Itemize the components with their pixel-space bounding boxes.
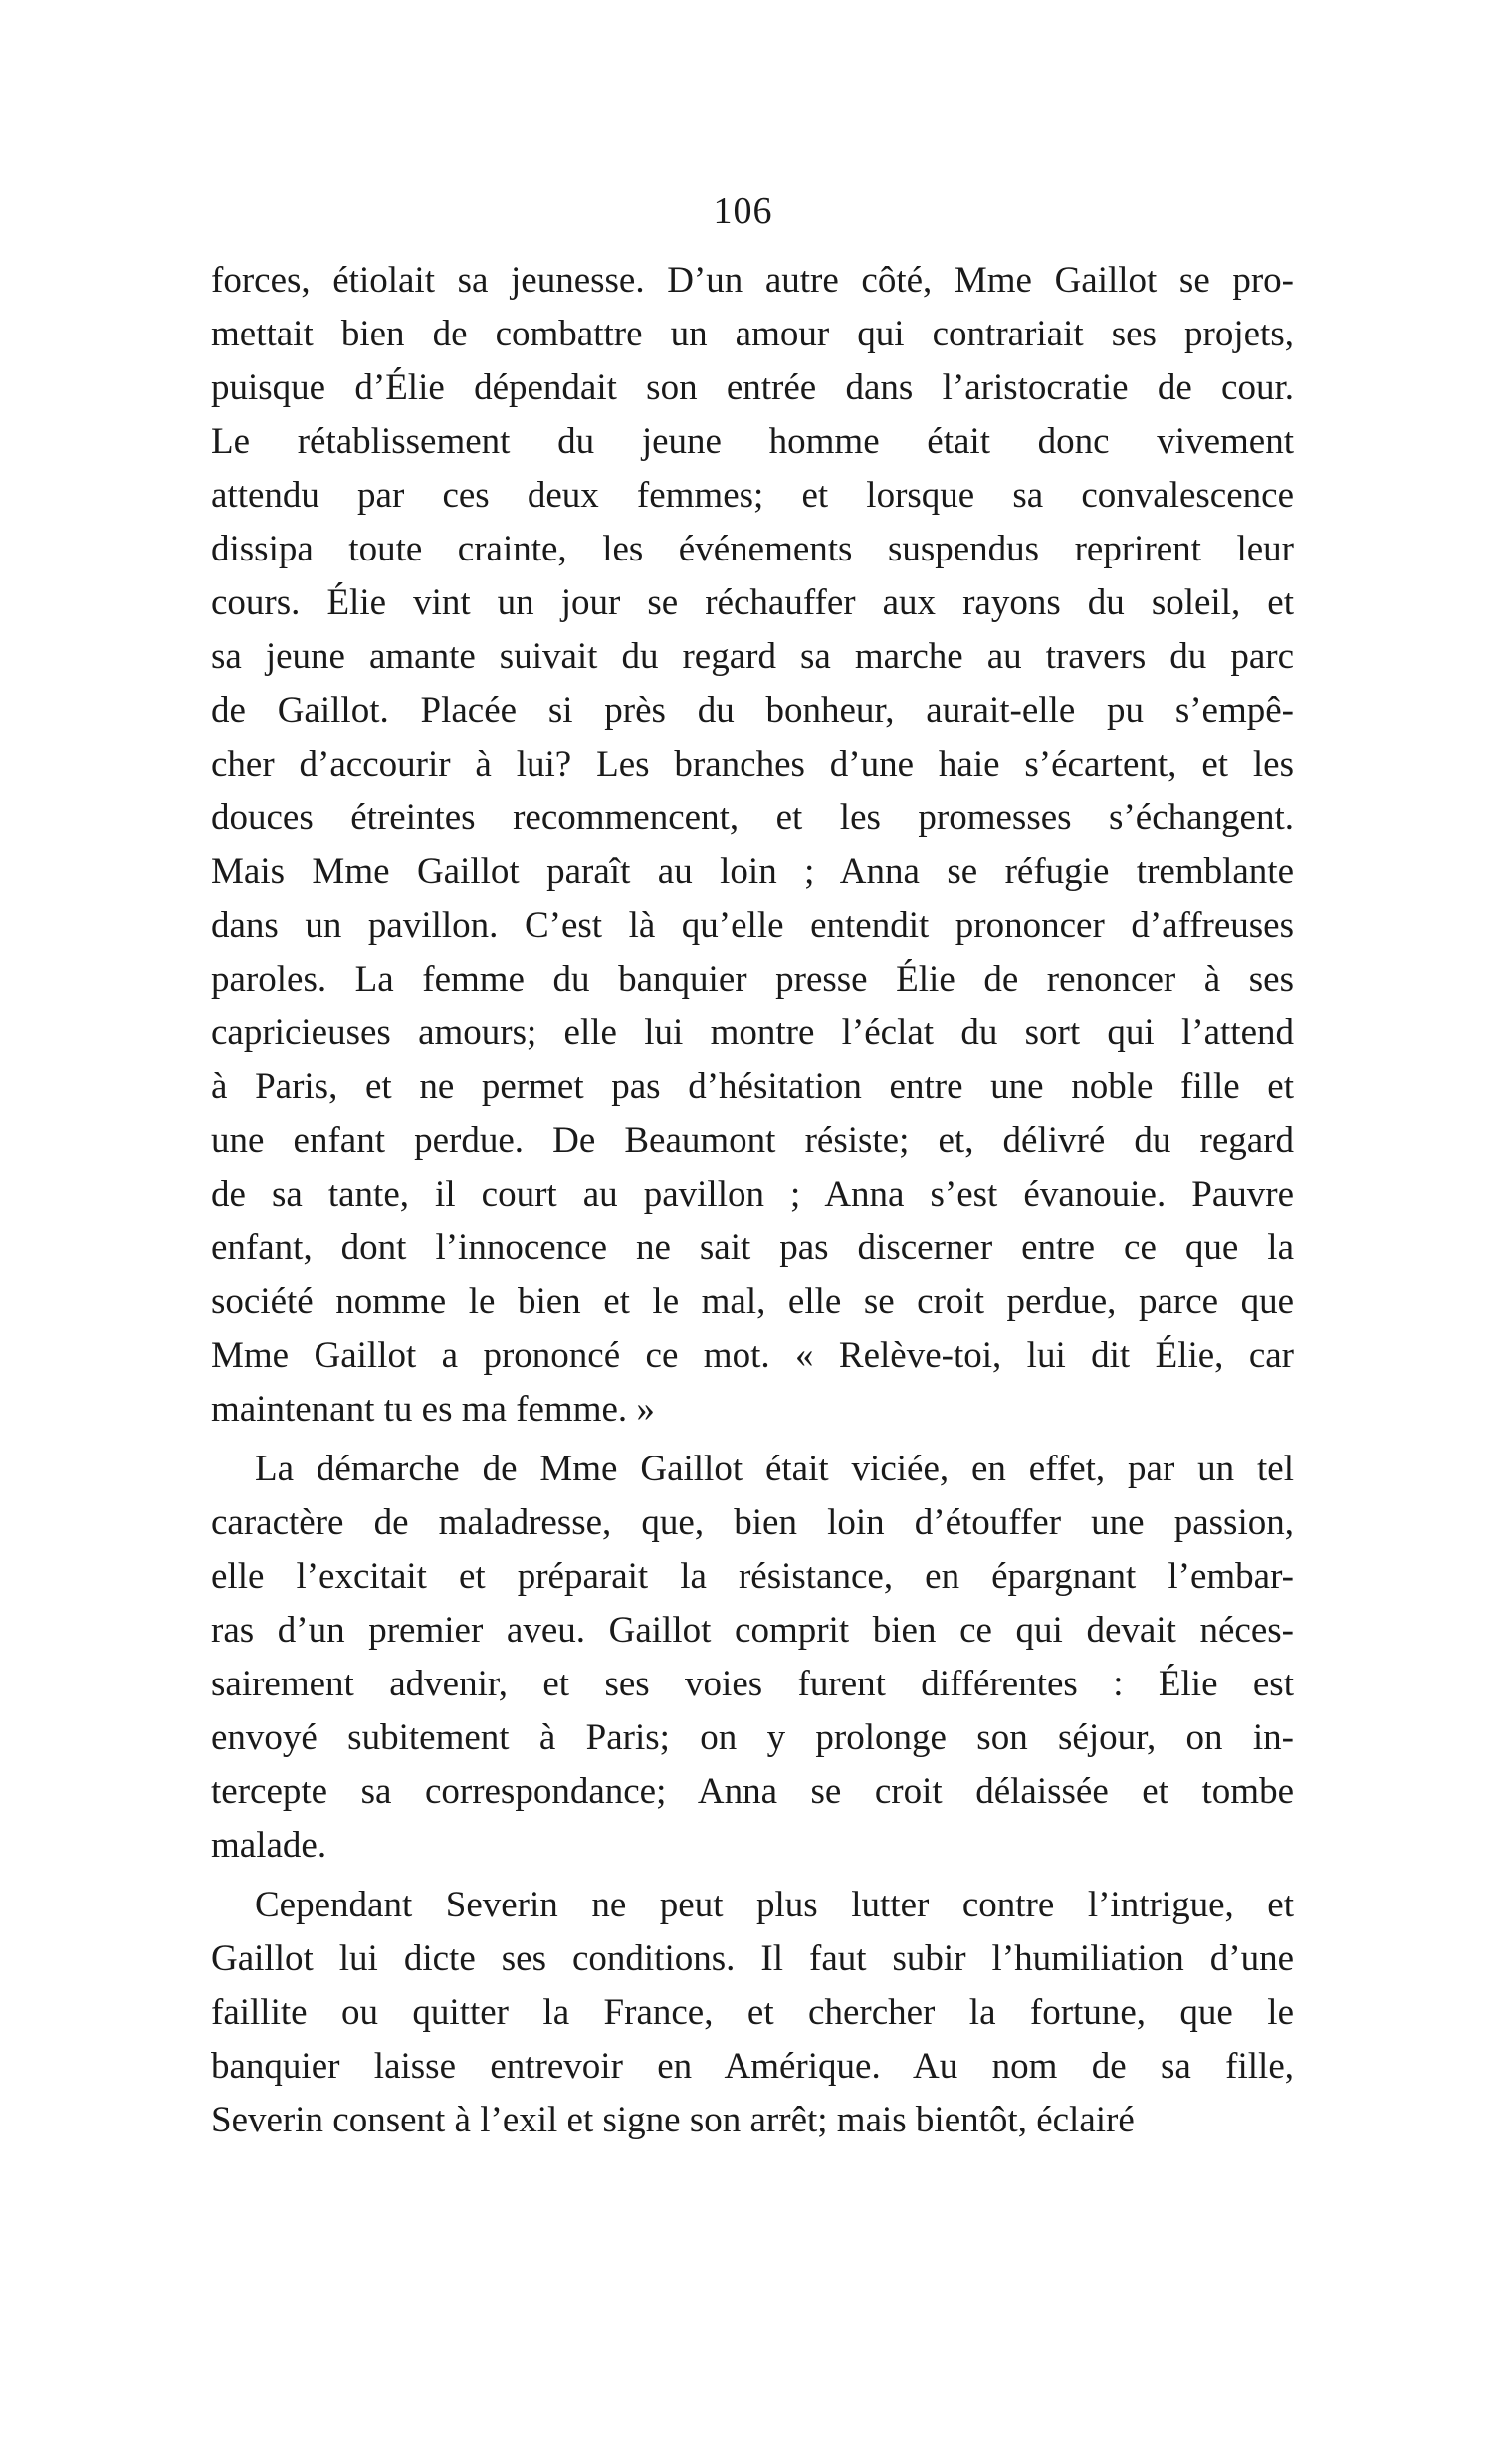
text-line: de sa tante, il court au pavillon ; Anna s’est évanouie. Pauvre: [211, 1174, 1294, 1215]
text-line: banquier laisse entrevoir en Amérique. Au nom de sa fille,: [211, 2046, 1294, 2087]
body-text: [211, 254, 1294, 2147]
text-line: enfant, dont l’innocence ne sait pas discerner entre ce que la: [211, 1228, 1294, 1268]
text-line: société nomme le bien et le mal, elle se croit perdue, parce que: [211, 1281, 1294, 1322]
text-line: dissipa toute crainte, les événements suspendus reprirent leur: [211, 529, 1294, 569]
text-line: capricieuses amours; elle lui montre l’éclat du sort qui l’attend: [211, 1012, 1294, 1053]
text-line: ras d’un premier aveu. Gaillot comprit bien ce qui devait néces-: [211, 1610, 1294, 1651]
text-line: tercepte sa correspondance; Anna se croit délaissée et tombe: [211, 1771, 1294, 1812]
paragraph: [211, 1443, 1294, 1873]
text-line: envoyé subitement à Paris; on y prolonge son séjour, on in-: [211, 1717, 1294, 1758]
text-line: malade.: [211, 1825, 327, 1866]
text-line: Gaillot lui dicte ses conditions. Il faut subir l’humiliation d’une: [211, 1938, 1294, 1979]
text-line: forces, étiolait sa jeunesse. D’un autre côté, Mme Gaillot se pro-: [211, 260, 1294, 301]
text-line: cher d’accourir à lui? Les branches d’une haie s’écartent, et les: [211, 744, 1294, 784]
text-line: faillite ou quitter la France, et chercher la fortune, que le: [211, 1992, 1294, 2033]
text-line: Mais Mme Gaillot paraît au loin ; Anna se réfugie tremblante: [211, 851, 1294, 892]
paragraph: [211, 254, 1294, 1437]
text-line: de Gaillot. Placée si près du bonheur, aurait-elle pu s’empê-: [211, 690, 1294, 731]
text-line: cours. Élie vint un jour se réchauffer aux rayons du soleil, et: [211, 582, 1294, 623]
text-line: sa jeune amante suivait du regard sa marche au travers du parc: [211, 636, 1294, 677]
text-line: Cependant Severin ne peut plus lutter contre l’intrigue, et: [255, 1885, 1294, 1925]
text-line: dans un pavillon. C’est là qu’elle entendit prononcer d’affreuses: [211, 905, 1294, 946]
text-line: La démarche de Mme Gaillot était viciée, en effet, par un tel: [255, 1449, 1294, 1489]
page-number: 106: [713, 190, 773, 232]
text-line: paroles. La femme du banquier presse Élie de renoncer à ses: [211, 959, 1294, 1000]
text-line: mettait bien de combattre un amour qui contrariait ses projets,: [211, 314, 1294, 354]
text-line: à Paris, et ne permet pas d’hésitation entre une noble fille et: [211, 1066, 1294, 1107]
text-line: une enfant perdue. De Beaumont résiste; et, délivré du regard: [211, 1120, 1294, 1161]
text-line: maintenant tu es ma femme. »: [211, 1389, 655, 1430]
text-line: attendu par ces deux femmes; et lorsque sa convalescence: [211, 475, 1294, 516]
text-line: sairement advenir, et ses voies furent différentes : Élie est: [211, 1664, 1294, 1704]
text-line: elle l’excitait et préparait la résistance, en épargnant l’embar-: [211, 1556, 1294, 1597]
text-line: douces étreintes recommencent, et les promesses s’échangent.: [211, 797, 1294, 838]
text-line: puisque d’Élie dépendait son entrée dans l’aristocratie de cour.: [211, 367, 1294, 408]
text-line: Le rétablissement du jeune homme était donc vivement: [211, 421, 1294, 462]
text-line: Severin consent à l’exil et signe son arrêt; mais bientôt, éclairé: [211, 2100, 1135, 2140]
text-line: caractère de maladresse, que, bien loin d’étouffer une passion,: [211, 1502, 1294, 1543]
text-line: Mme Gaillot a prononcé ce mot. « Relève-toi, lui dit Élie, car: [211, 1335, 1294, 1376]
paragraph: [211, 1879, 1294, 2147]
